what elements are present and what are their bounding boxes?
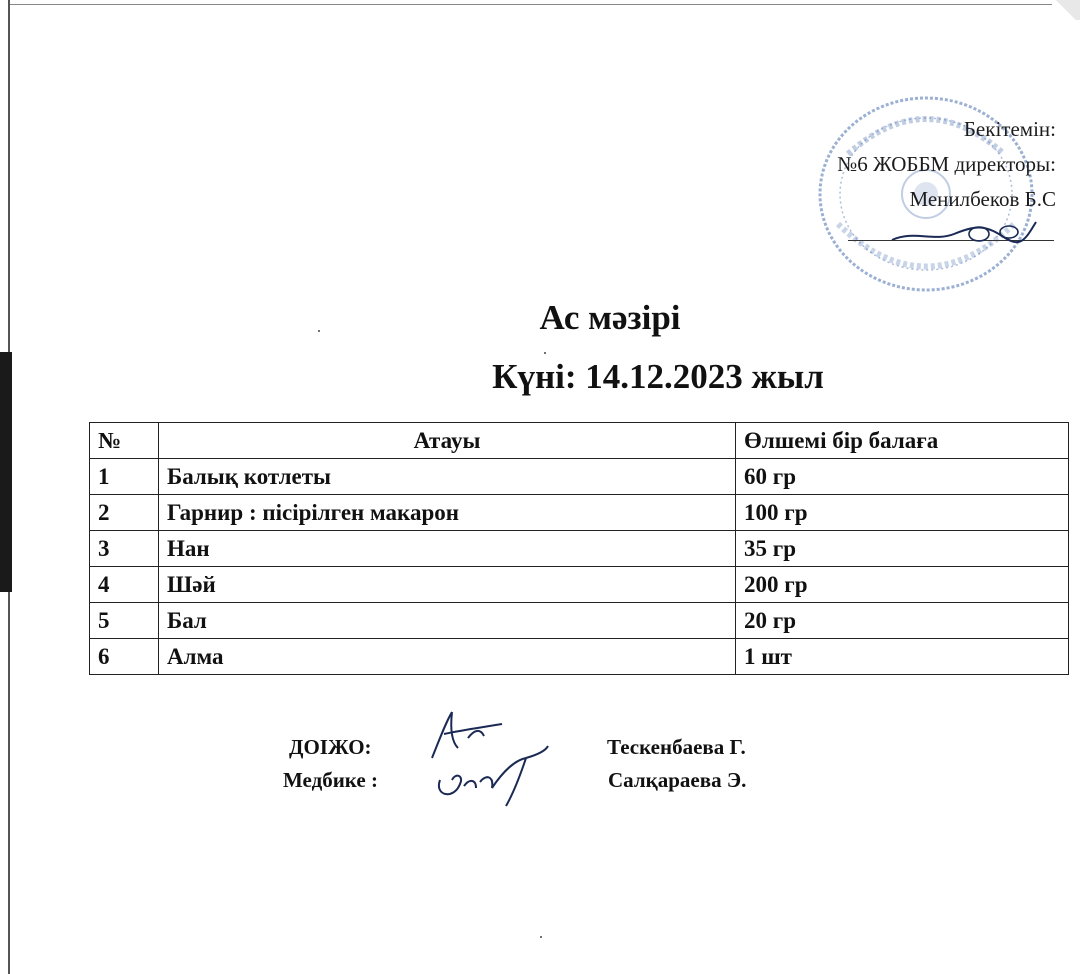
scan-top-edge [10,4,1060,5]
table-header-row [90,423,1069,459]
table-row [90,531,1069,567]
signer-role-2: Медбике : [283,768,378,792]
menu-date: Күні: 14.12.2023 жыл [492,357,824,396]
director-signature [884,212,1044,252]
row-amount: 100 гр [736,495,1069,531]
column-header-name: Атауы [159,423,736,459]
row-number: 3 [90,531,159,567]
menu-table [89,422,1069,675]
row-number: 2 [90,495,159,531]
row-dish-name: Гарнир : пісірілген макарон [159,495,736,531]
row-dish-name: Шәй [159,567,736,603]
row-amount: 200 гр [736,567,1069,603]
handwritten-signature-2 [430,740,560,810]
column-header-number: № [90,423,159,459]
signer-role-1: ДОІЖО: [289,735,372,759]
table-row [90,567,1069,603]
row-amount: 35 гр [736,531,1069,567]
table-row [90,639,1069,675]
row-number: 1 [90,459,159,495]
approval-heading: Бекітемін: [963,117,1056,141]
row-amount: 20 гр [736,603,1069,639]
scan-speck [544,352,546,354]
row-amount: 60 гр [736,459,1069,495]
scan-speck [540,936,542,938]
row-dish-name: Бал [159,603,736,639]
scan-speck [318,330,320,332]
table-row [90,459,1069,495]
folded-corner [1052,0,1080,20]
row-number: 6 [90,639,159,675]
table-row [90,603,1069,639]
row-dish-name: Алма [159,639,736,675]
row-number: 4 [90,567,159,603]
approval-position: №6 ЖОББМ директоры: [837,152,1056,176]
column-header-amount: Өлшемі бір балаға [736,423,1069,459]
row-dish-name: Балық котлеты [159,459,736,495]
page-title: Ас мәзірі [539,298,681,337]
row-number: 5 [90,603,159,639]
signer-name-1: Тескенбаева Г. [607,735,746,759]
table-row [90,495,1069,531]
row-amount: 1 шт [736,639,1069,675]
signer-name-2: Салқараева Э. [608,768,747,792]
approval-director-name: Менилбеков Б.С [909,187,1056,211]
row-dish-name: Нан [159,531,736,567]
approval-block [837,112,1056,217]
